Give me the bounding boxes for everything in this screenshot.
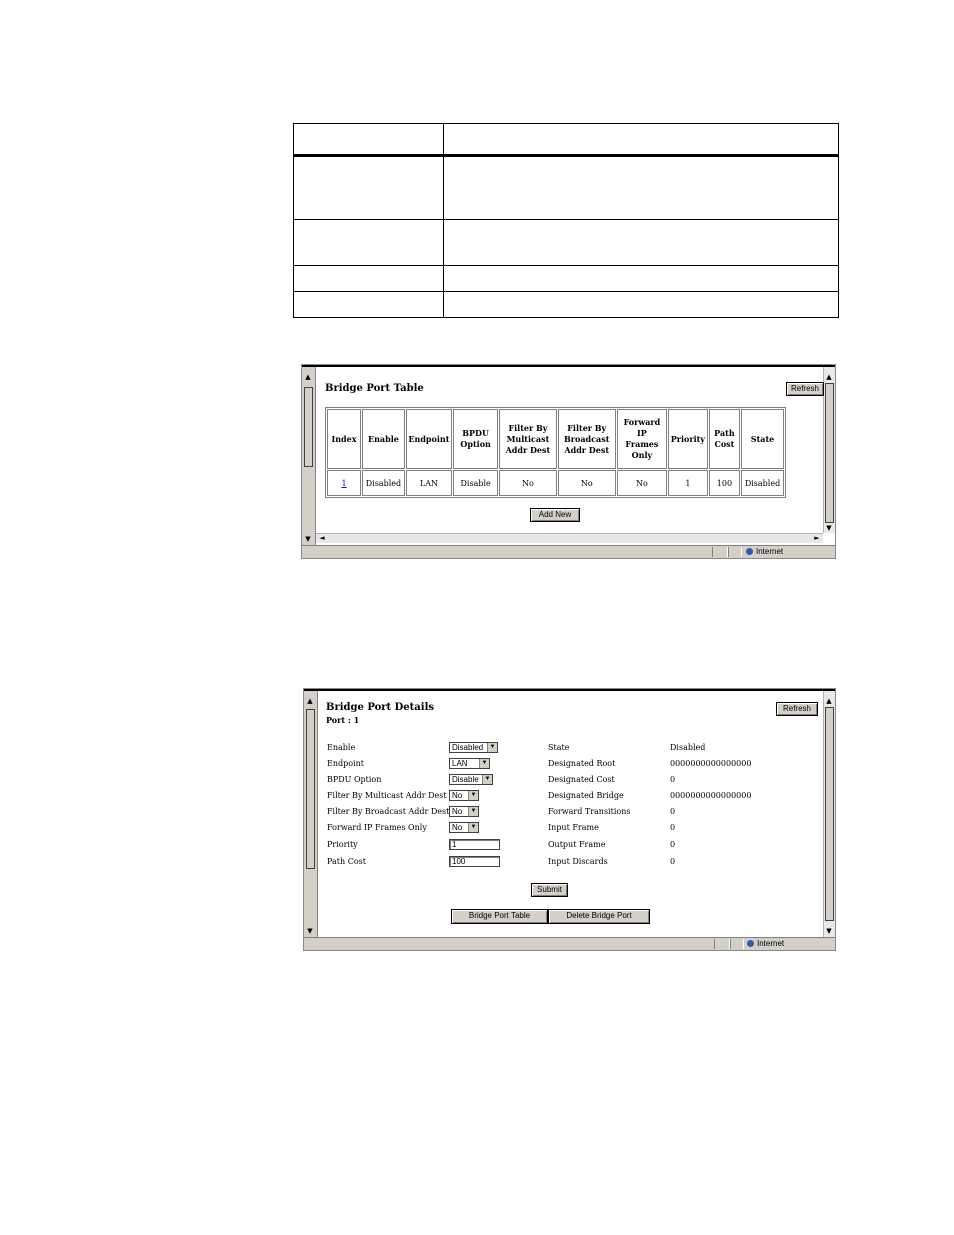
- internet-globe-icon: [747, 940, 754, 947]
- column-header-forward-ip: Forward IP Frames Only: [617, 409, 667, 469]
- forward-ip-label: Forward IP Frames Only: [327, 823, 427, 832]
- priority-input[interactable]: 1: [449, 839, 500, 850]
- input-frame-label: Input Frame: [548, 823, 599, 832]
- input-discards-value: 0: [670, 857, 676, 866]
- document-table: [293, 123, 839, 318]
- status-cell: [714, 939, 730, 949]
- scroll-up-arrow-icon[interactable]: ▲: [307, 697, 313, 705]
- scroll-left-arrow-icon[interactable]: ◄: [319, 534, 325, 542]
- forward-transitions-value: 0: [670, 807, 676, 816]
- left-scrollbar[interactable]: [302, 367, 316, 545]
- port-subtitle: Port : 1: [326, 715, 360, 725]
- table-header-rule: [294, 154, 838, 157]
- refresh-button[interactable]: Refresh: [776, 702, 818, 716]
- table-row-divider: [294, 219, 838, 220]
- vertical-scroll-thumb[interactable]: [825, 383, 834, 523]
- page-title: Bridge Port Table: [325, 383, 424, 394]
- forward-ip-select-value: No: [452, 823, 463, 832]
- bridge-port-table: [325, 407, 786, 498]
- scroll-up-arrow-icon[interactable]: ▲: [826, 373, 832, 381]
- designated-bridge-label: Designated Bridge: [548, 791, 624, 800]
- enable-select[interactable]: [449, 742, 498, 753]
- left-scroll-thumb[interactable]: [306, 709, 315, 869]
- designated-cost-label: Designated Cost: [548, 775, 615, 784]
- cell-enable: Disabled: [362, 470, 405, 496]
- bpdu-option-select[interactable]: [449, 774, 493, 785]
- filter-multicast-select-value: No: [452, 791, 463, 800]
- chevron-down-icon[interactable]: ▼: [479, 759, 489, 768]
- chevron-down-icon[interactable]: ▼: [468, 791, 478, 800]
- status-zone-label: Internet: [757, 939, 785, 948]
- cell-priority: 1: [668, 470, 708, 496]
- status-zone-label: Internet: [756, 547, 784, 556]
- endpoint-select-value: LAN: [452, 759, 468, 768]
- delete-bridge-port-button[interactable]: Delete Bridge Port: [548, 909, 650, 924]
- scroll-down-arrow-icon[interactable]: ▼: [826, 927, 832, 935]
- cell-endpoint: LAN: [406, 470, 452, 496]
- left-scroll-thumb[interactable]: [304, 387, 313, 467]
- page-title: Bridge Port Details: [326, 702, 434, 713]
- enable-label: Enable: [327, 743, 356, 752]
- column-header-path-cost: Path Cost: [709, 409, 740, 469]
- scroll-down-arrow-icon[interactable]: ▼: [826, 524, 832, 532]
- endpoint-select[interactable]: [449, 758, 490, 769]
- filter-multicast-label: Filter By Multicast Addr Dest: [327, 791, 447, 800]
- chevron-down-icon[interactable]: ▼: [468, 807, 478, 816]
- table-row-divider: [294, 265, 838, 266]
- port-index-link[interactable]: 1: [341, 478, 347, 488]
- table-row-divider: [294, 291, 838, 292]
- priority-label: Priority: [327, 840, 358, 849]
- vertical-scrollbar[interactable]: [823, 367, 835, 533]
- forward-transitions-label: Forward Transitions: [548, 807, 631, 816]
- output-frame-label: Output Frame: [548, 840, 606, 849]
- column-header-filter-broadcast: Filter By Broadcast Addr Dest: [558, 409, 616, 469]
- cell-filter-multicast: No: [499, 470, 556, 496]
- column-header-index: Index: [327, 409, 361, 469]
- filter-broadcast-label: Filter By Broadcast Addr Dest: [327, 807, 450, 816]
- cell-forward-ip: No: [617, 470, 667, 496]
- status-cell: [728, 547, 742, 557]
- internet-globe-icon: [746, 548, 753, 555]
- status-cell: [730, 939, 744, 949]
- window-top-edge: [302, 365, 835, 367]
- status-bar: [302, 545, 835, 558]
- table-column-divider: [443, 124, 444, 317]
- left-scrollbar[interactable]: [304, 691, 318, 937]
- cell-filter-broadcast: No: [558, 470, 616, 496]
- chevron-down-icon[interactable]: ▼: [482, 775, 492, 784]
- refresh-button[interactable]: Refresh: [786, 382, 824, 396]
- bridge-port-table-button[interactable]: Bridge Port Table: [451, 909, 548, 924]
- column-header-priority: Priority: [668, 409, 708, 469]
- designated-bridge-value: 0000000000000000: [670, 791, 752, 800]
- bpdu-option-label: BPDU Option: [327, 775, 382, 784]
- enable-select-value: Disabled: [452, 743, 484, 752]
- filter-broadcast-select[interactable]: [449, 806, 479, 817]
- bpdu-option-select-value: Disable: [452, 775, 479, 784]
- designated-cost-value: 0: [670, 775, 676, 784]
- scroll-right-arrow-icon[interactable]: ►: [814, 534, 820, 542]
- window-top-edge: [304, 689, 835, 691]
- filter-multicast-select[interactable]: [449, 790, 479, 801]
- scroll-down-arrow-icon[interactable]: ▼: [305, 535, 311, 543]
- horizontal-scrollbar[interactable]: [316, 533, 823, 543]
- input-frame-value: 0: [670, 823, 676, 832]
- column-header-filter-multicast: Filter By Multicast Addr Dest: [499, 409, 556, 469]
- designated-root-label: Designated Root: [548, 759, 616, 768]
- cell-state: Disabled: [741, 470, 784, 496]
- forward-ip-select[interactable]: [449, 822, 479, 833]
- chevron-down-icon[interactable]: ▼: [487, 743, 497, 752]
- scroll-up-arrow-icon[interactable]: ▲: [305, 373, 311, 381]
- cell-path-cost: 100: [709, 470, 740, 496]
- vertical-scrollbar[interactable]: [823, 691, 835, 937]
- status-bar: [304, 937, 835, 950]
- column-header-bpdu-option: BPDU Option: [453, 409, 498, 469]
- submit-button[interactable]: Submit: [531, 883, 568, 897]
- table-row: [327, 470, 784, 496]
- cell-index[interactable]: [327, 470, 361, 496]
- cell-bpdu-option: Disable: [453, 470, 498, 496]
- status-cell: [712, 547, 728, 557]
- chevron-down-icon[interactable]: ▼: [468, 823, 478, 832]
- scroll-up-arrow-icon[interactable]: ▲: [826, 697, 832, 705]
- column-header-state: State: [741, 409, 784, 469]
- vertical-scroll-thumb[interactable]: [825, 707, 834, 921]
- input-discards-label: Input Discards: [548, 857, 608, 866]
- add-new-button[interactable]: Add New: [530, 508, 580, 522]
- designated-root-value: 0000000000000000: [670, 759, 752, 768]
- column-header-endpoint: Endpoint: [406, 409, 452, 469]
- filter-broadcast-select-value: No: [452, 807, 463, 816]
- scroll-down-arrow-icon[interactable]: ▼: [307, 927, 313, 935]
- path-cost-label: Path Cost: [327, 857, 366, 866]
- output-frame-value: 0: [670, 840, 676, 849]
- state-value: Disabled: [670, 743, 706, 752]
- path-cost-input[interactable]: 100: [449, 856, 500, 867]
- state-label: State: [548, 743, 570, 752]
- endpoint-label: Endpoint: [327, 759, 364, 768]
- column-header-enable: Enable: [362, 409, 405, 469]
